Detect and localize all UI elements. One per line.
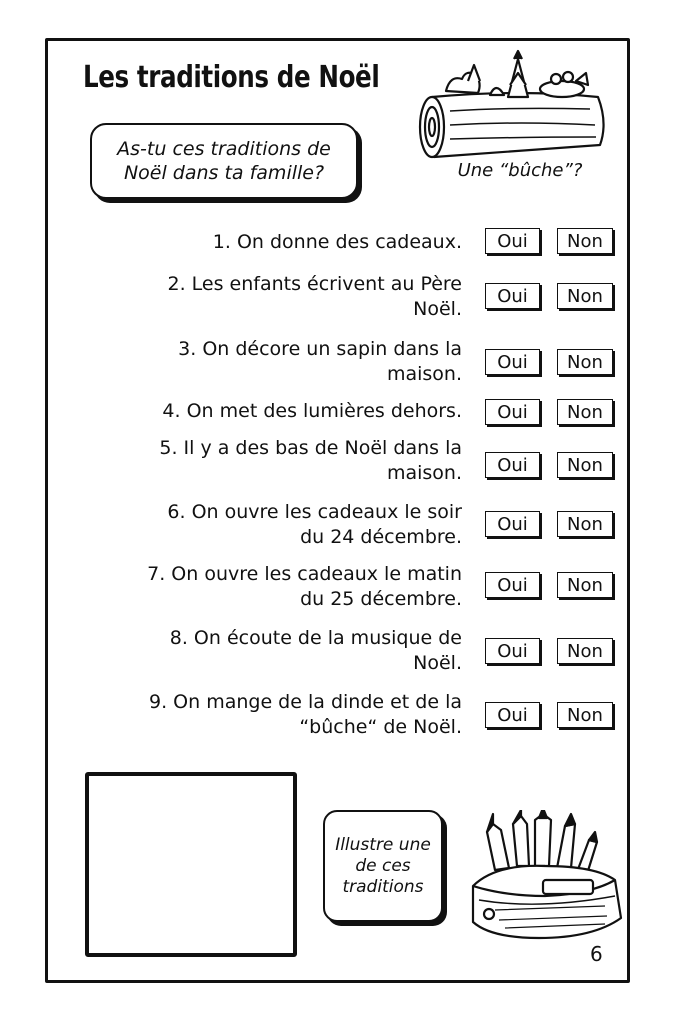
question-text: 9. On mange de la dinde et de la “bûche“ de Noël. [149,691,462,738]
non-box[interactable]: Non [557,228,613,254]
non-box[interactable]: Non [557,283,613,309]
log-caption: Une “bûche”? [457,160,583,181]
non-box[interactable]: Non [557,638,613,664]
prompt-bubble [90,123,358,199]
oui-box[interactable]: Oui [485,283,540,309]
question-text: 5. Il y a des bas de Noël dans la maison. [159,437,462,484]
non-box[interactable]: Non [557,511,613,537]
question-text: 7. On ouvre les cadeaux le matin du 25 décembre. [147,563,462,610]
page-number: 6 [590,942,603,966]
question-text: 6. On ouvre les cadeaux le soir du 24 décembre. [167,501,462,548]
drawing-area[interactable] [85,772,297,957]
illustrate-text: Illustre une de ces traditions [335,834,431,897]
question-text: 4. On met des lumières dehors. [162,400,462,422]
non-box[interactable]: Non [557,399,613,425]
yule-log-illustration [410,45,610,165]
non-box[interactable]: Non [557,349,613,375]
illustrate-bubble [323,810,443,922]
oui-box[interactable]: Oui [485,638,540,664]
oui-box[interactable]: Oui [485,399,540,425]
non-box[interactable]: Non [557,452,613,478]
oui-box[interactable]: Oui [485,228,540,254]
non-box[interactable]: Non [557,572,613,598]
oui-box[interactable]: Oui [485,511,540,537]
page-title: Les traditions de Noël [83,60,380,95]
prompt-text: As-tu ces traditions de Noël dans ta famille? [117,138,331,184]
non-box[interactable]: Non [557,702,613,728]
question-text: 3. On décore un sapin dans la maison. [178,338,462,385]
question-text: 8. On écoute de la musique de Noël. [169,627,462,674]
oui-box[interactable]: Oui [485,572,540,598]
question-text: 1. On donne des cadeaux. [212,231,462,253]
oui-box[interactable]: Oui [485,702,540,728]
oui-box[interactable]: Oui [485,452,540,478]
oui-box[interactable]: Oui [485,349,540,375]
question-text: 2. Les enfants écrivent au Père Noël. [167,273,462,320]
pencil-case-illustration [465,810,625,945]
